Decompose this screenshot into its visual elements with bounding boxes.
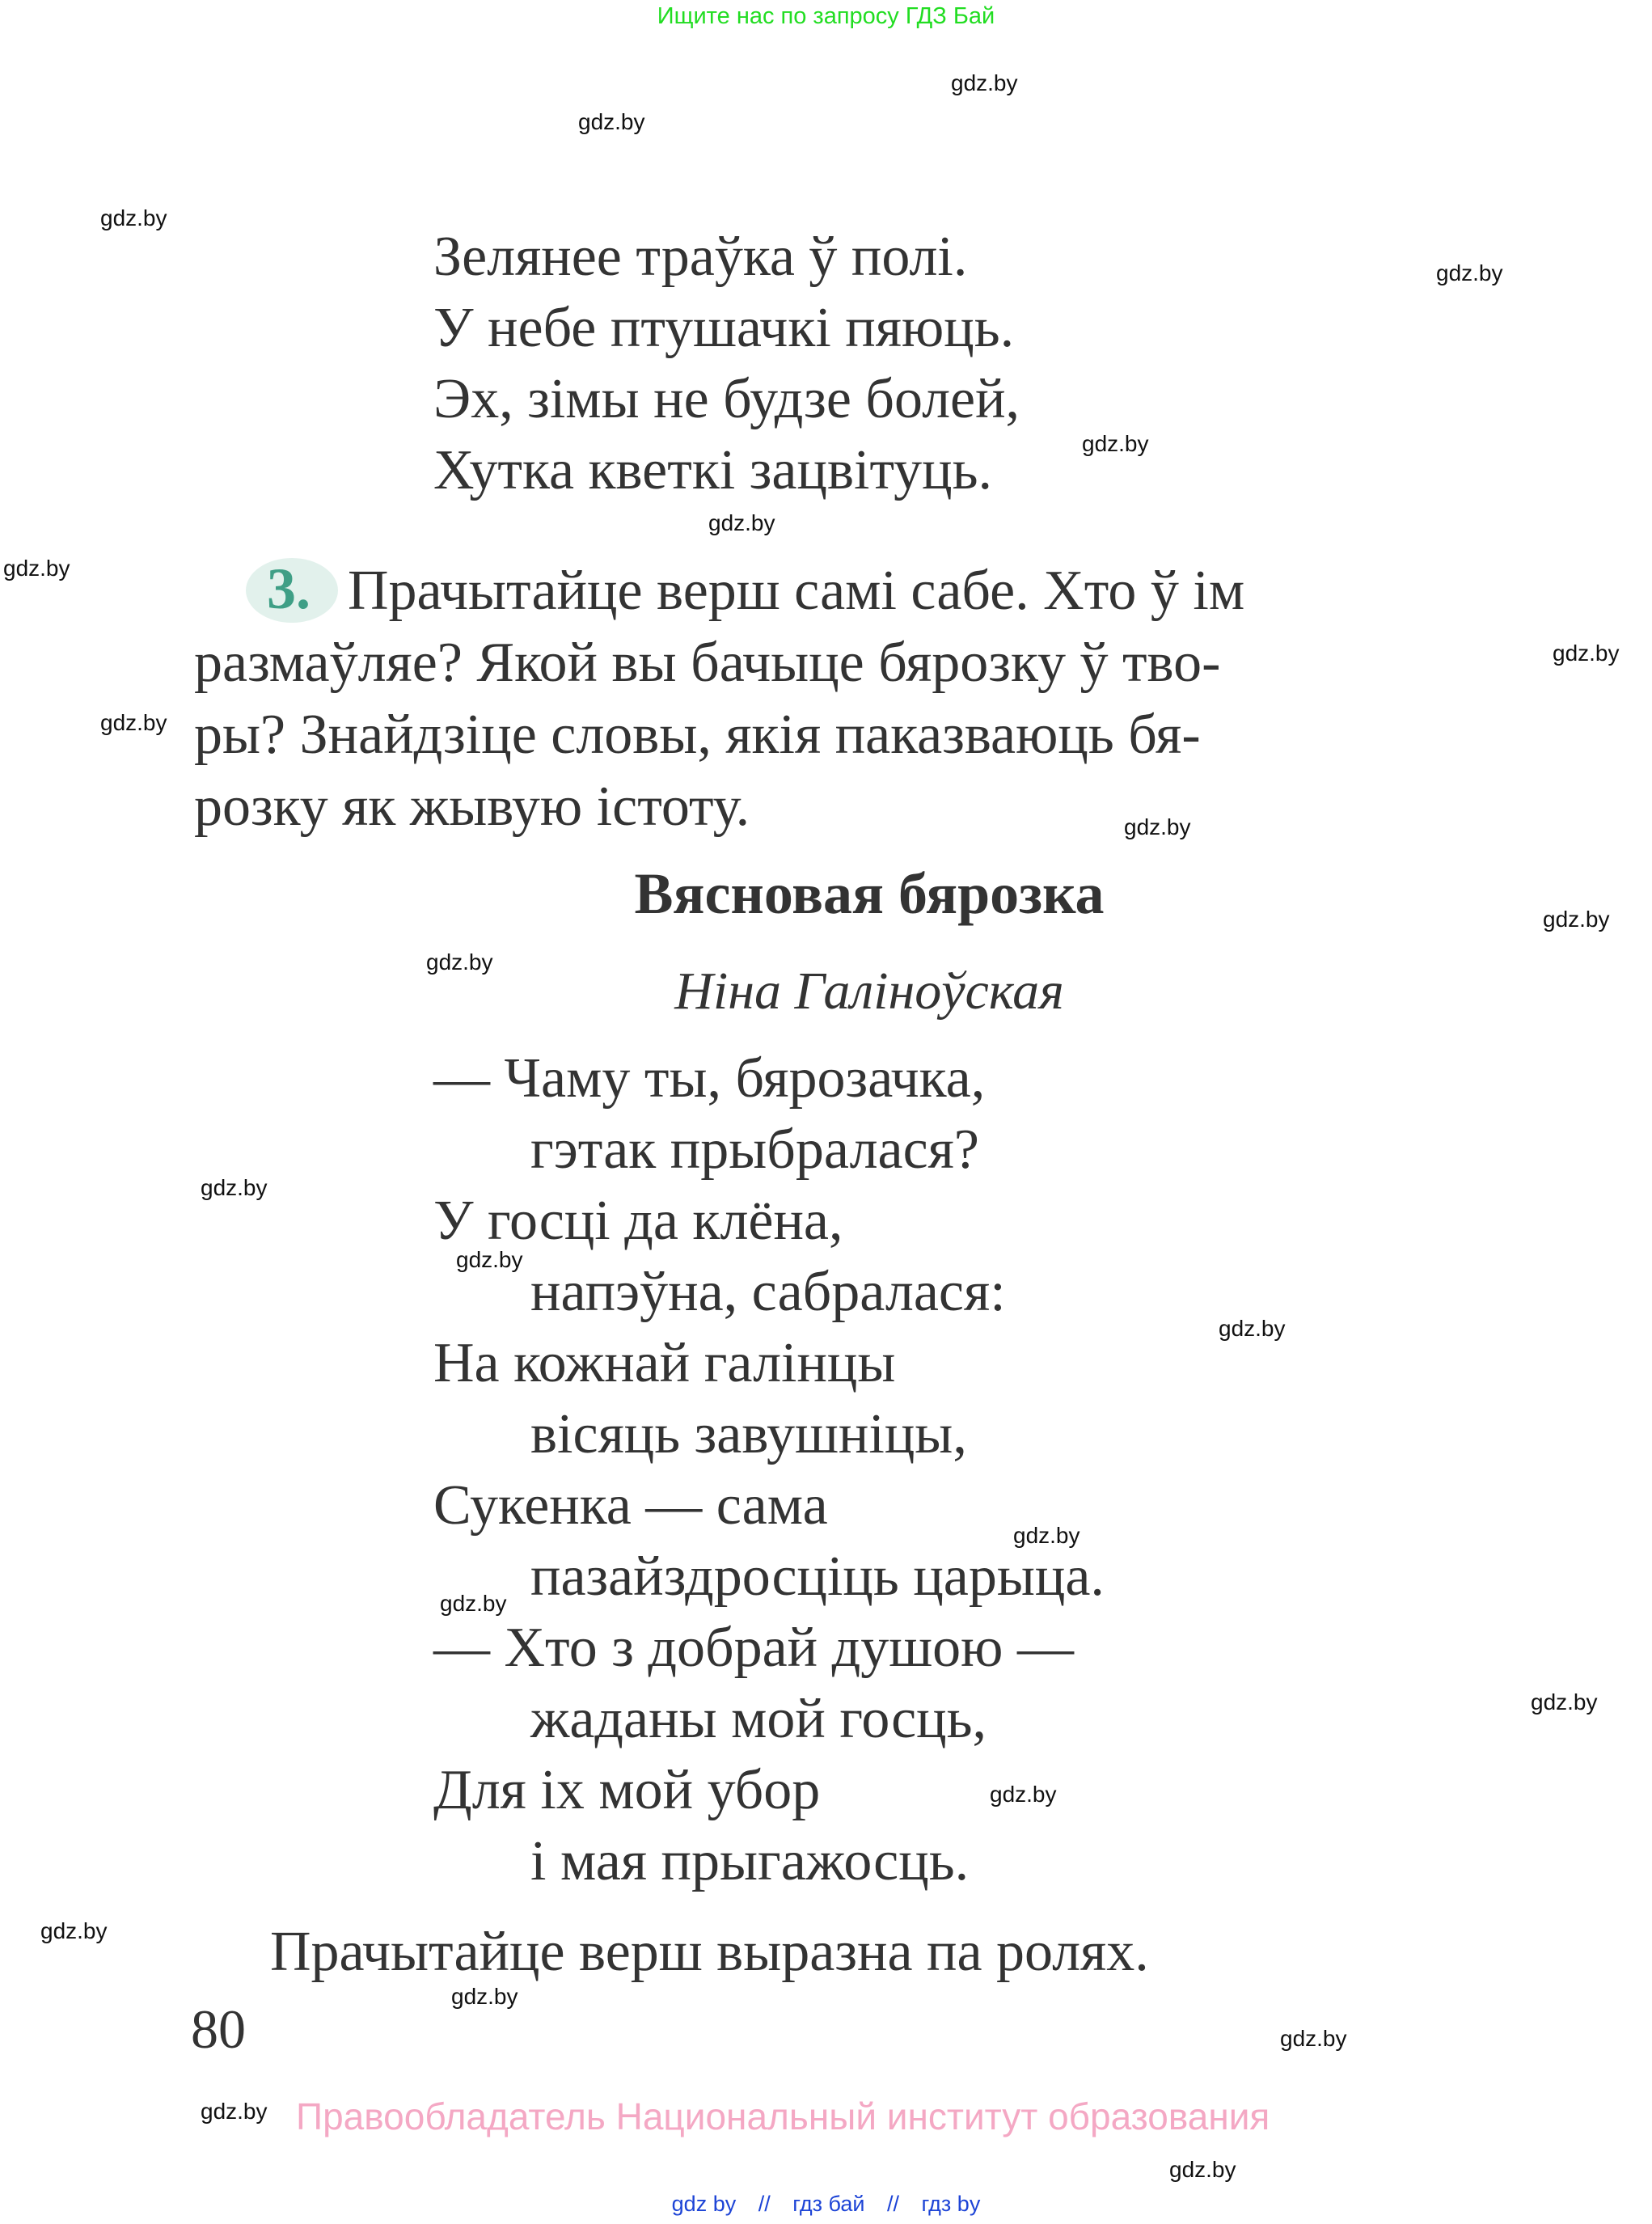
poem-line: — Хто з добрай душою — [433, 1617, 1074, 1679]
link-gdz-by-cyr[interactable]: гдз by [921, 2192, 981, 2216]
link-separator: // [758, 2192, 771, 2216]
watermark: gdz.by [40, 1918, 108, 1943]
poem-line: У небе птушачкі пяюць. [433, 297, 1015, 359]
link-gdz-bai[interactable]: гдз бай [792, 2192, 865, 2216]
exercise-line: розку як жывую істоту. [194, 776, 750, 838]
watermark: gdz.by [440, 1591, 507, 1616]
poem-author: Ніна Галіноўская [674, 962, 1064, 1021]
watermark: gdz.by [1436, 260, 1503, 285]
poem-line: Для іх мой убор [433, 1759, 821, 1821]
watermark: gdz.by [1169, 2157, 1236, 2182]
final-instruction: Прачытайце верш выразна па ролях. [270, 1921, 1149, 1983]
poem-line: і мая прыгажосць. [530, 1830, 970, 1892]
watermark: gdz.by [1280, 2026, 1347, 2051]
top-search-banner: Ищите нас по запросу ГДЗ Бай [657, 3, 995, 29]
exercise-text: Прачытайце верш самі сабе. Хто ў ім [348, 560, 1245, 622]
copyright-notice: Правообладатель Национальный институт образования [296, 2095, 1270, 2137]
watermark: gdz.by [3, 556, 70, 581]
poem-line: гэтак прыбралася? [530, 1118, 979, 1181]
watermark: gdz.by [451, 1984, 518, 2009]
watermark: gdz.by [1219, 1316, 1286, 1341]
link-separator: // [887, 2192, 900, 2216]
watermark: gdz.by [1082, 431, 1149, 456]
exercise-number-badge [246, 558, 338, 623]
poem-line: Зелянее траўка ў полі. [433, 226, 968, 288]
watermark: gdz.by [1124, 814, 1191, 839]
poem-line: напэўна, сабралася: [530, 1261, 1006, 1323]
link-gdz-by[interactable]: gdz by [671, 2192, 737, 2216]
watermark: gdz.by [1531, 1689, 1598, 1715]
watermark: gdz.by [100, 710, 167, 735]
poem-line: вісяць завушніцы, [530, 1403, 967, 1465]
watermark: gdz.by [990, 1782, 1057, 1807]
watermark: gdz.by [1543, 907, 1610, 932]
watermark: gdz.by [201, 2099, 268, 2124]
poem-title: Вясновая бярозка [634, 861, 1105, 926]
poem-line: У госці да клёна, [433, 1190, 843, 1252]
watermark: gdz.by [426, 949, 493, 975]
watermark: gdz.by [456, 1247, 523, 1272]
exercise-line [194, 555, 1536, 627]
poem-line: — Чаму ты, бярозачка, [433, 1047, 986, 1110]
page-number: 80 [191, 1998, 246, 2060]
poem-line: жаданы мой госць, [530, 1688, 987, 1750]
watermark: gdz.by [708, 510, 775, 535]
watermark: gdz.by [201, 1175, 268, 1200]
poem-body [433, 1043, 1105, 1897]
poem-line: Эх, зімы не будзе болей, [433, 368, 1020, 430]
exercise-number: 3. [267, 556, 311, 621]
poem-line: Хутка кветкі зацвітуць. [433, 439, 993, 501]
watermark: gdz.by [1013, 1523, 1080, 1548]
watermark: gdz.by [100, 205, 167, 230]
poem-line: На кожнай галінцы [433, 1332, 896, 1394]
watermark: gdz.by [1553, 641, 1620, 666]
poem-line: пазайздросціць царыца. [530, 1545, 1105, 1608]
bottom-links [0, 2192, 1652, 2217]
poem-excerpt [433, 222, 1020, 506]
exercise-line: ры? Знайдзіце словы, якія паказваюць бя- [194, 704, 1201, 766]
poem-line: Сукенка — сама [433, 1474, 828, 1537]
exercise-3 [194, 555, 1536, 843]
exercise-line: размаўляе? Якой вы бачыце бярозку ў тво- [194, 632, 1221, 694]
watermark: gdz.by [951, 70, 1018, 95]
watermark: gdz.by [578, 109, 645, 134]
